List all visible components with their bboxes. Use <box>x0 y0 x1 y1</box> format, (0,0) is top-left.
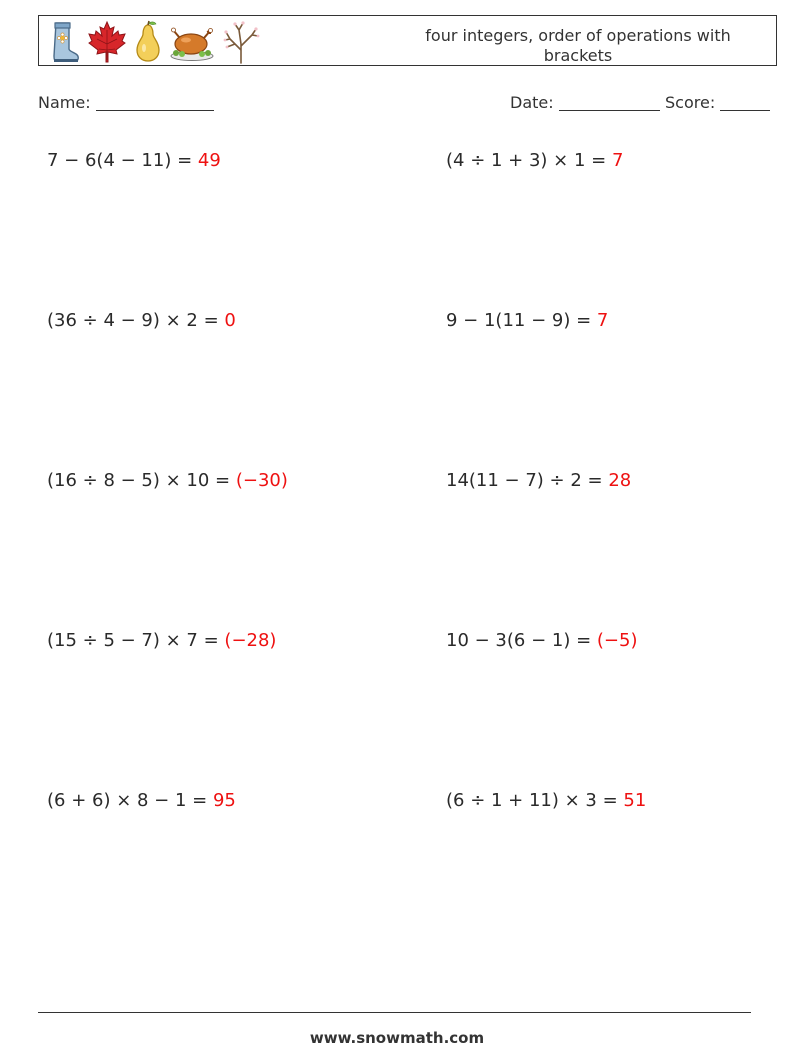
maple-leaf-icon <box>87 20 127 64</box>
score-field[interactable] <box>665 93 770 112</box>
problem-expression: 7 − 6(4 − 11) = <box>47 150 198 171</box>
problem-8 <box>446 630 637 651</box>
problem-2 <box>446 150 623 171</box>
problem-answer: 95 <box>212 790 236 811</box>
problem-7 <box>47 630 276 651</box>
boot-icon <box>47 20 81 64</box>
problem-answer: 28 <box>608 470 632 491</box>
problem-answer: 7 <box>611 150 624 171</box>
bare-tree-icon <box>221 20 261 64</box>
date-field[interactable] <box>510 93 660 112</box>
problem-answer: 7 <box>596 310 609 331</box>
score-line <box>720 94 770 111</box>
date-label: Date: <box>510 93 554 112</box>
name-field[interactable] <box>38 93 214 112</box>
problem-6 <box>446 470 631 491</box>
problem-10 <box>446 790 646 811</box>
score-label: Score: <box>665 93 716 112</box>
problem-expression: 14(11 − 7) ÷ 2 = <box>446 470 609 491</box>
problem-expression: (6 + 6) × 8 − 1 = <box>47 790 213 811</box>
problem-expression: (16 ÷ 8 − 5) × 10 = <box>47 470 236 491</box>
problem-expression: (36 ÷ 4 − 9) × 2 = <box>47 310 225 331</box>
problem-5 <box>47 470 288 491</box>
problem-9 <box>47 790 236 811</box>
pear-icon <box>133 20 163 64</box>
problem-answer: 49 <box>197 150 221 171</box>
roast-turkey-icon <box>169 20 215 64</box>
worksheet-header <box>38 15 777 66</box>
problem-answer: 0 <box>224 310 236 331</box>
worksheet-title: four integers, order of operations with brackets <box>425 26 731 65</box>
problem-answer: (−5) <box>596 630 638 651</box>
problem-answer: 51 <box>623 790 647 811</box>
problem-1 <box>47 150 221 171</box>
name-label: Name: <box>38 93 91 112</box>
problem-expression: (4 ÷ 1 + 3) × 1 = <box>446 150 612 171</box>
problem-3 <box>47 310 236 331</box>
problem-expression: 9 − 1(11 − 9) = <box>446 310 597 331</box>
date-line <box>559 94 660 111</box>
problem-4 <box>446 310 608 331</box>
header-icons <box>47 19 261 64</box>
problem-expression: 10 − 3(6 − 1) = <box>446 630 597 651</box>
problem-answer: (−28) <box>224 630 277 651</box>
problem-expression: (15 ÷ 5 − 7) × 7 = <box>47 630 225 651</box>
problem-answer: (−30) <box>235 470 288 491</box>
problem-expression: (6 ÷ 1 + 11) × 3 = <box>446 790 624 811</box>
footer-url[interactable]: www.snowmath.com <box>309 1029 485 1047</box>
footer-divider <box>38 1012 751 1013</box>
name-line <box>96 94 214 111</box>
